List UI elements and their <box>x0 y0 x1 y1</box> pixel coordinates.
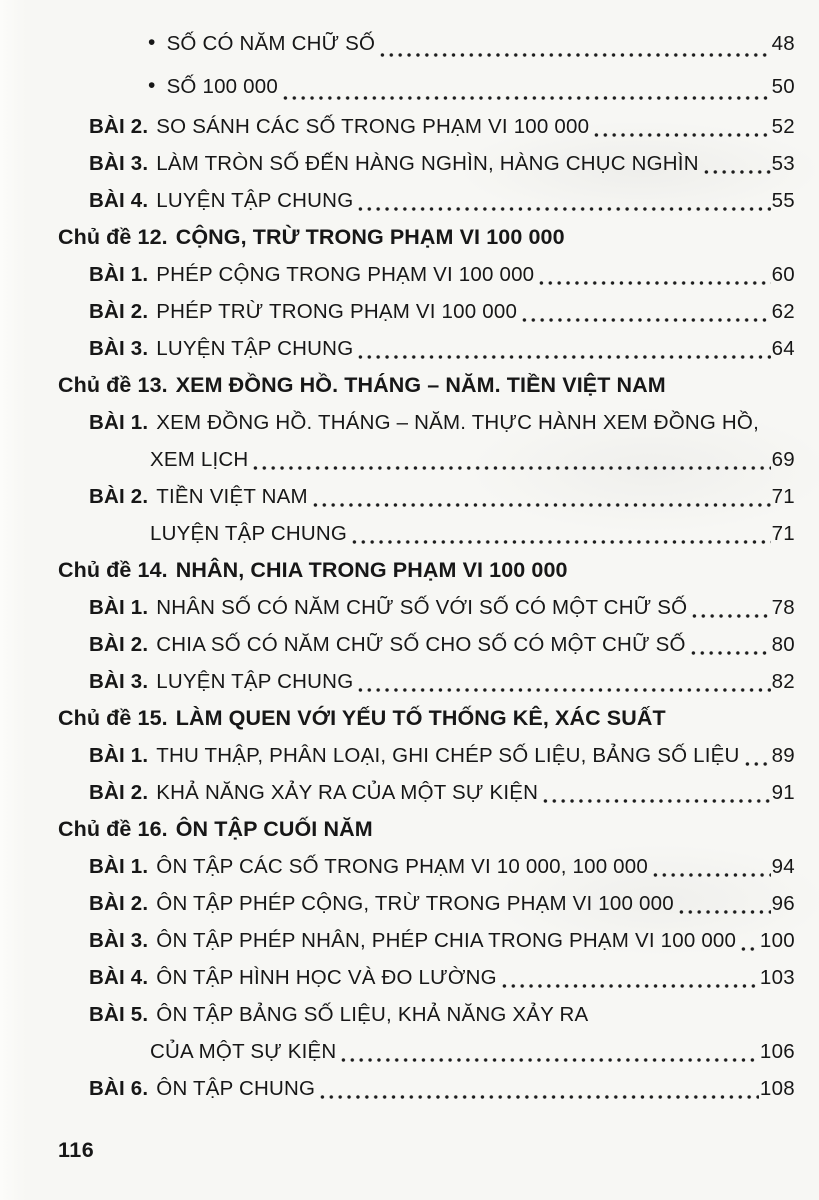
entry-label: BÀI 2. <box>89 780 149 804</box>
bullet-icon: • <box>148 31 156 54</box>
dotted-leader <box>702 145 771 182</box>
entry-label: BÀI 2. <box>89 299 149 323</box>
toc-lesson-item <box>0 848 795 885</box>
toc-chapter-heading <box>0 700 795 737</box>
toc-continuation-item <box>0 441 795 478</box>
toc-list <box>0 22 795 1107</box>
toc-lesson-item <box>0 145 795 182</box>
dotted-leader <box>690 589 770 626</box>
toc-lesson-item <box>0 996 795 1033</box>
entry-title: KHẢ NĂNG XẢY RA CỦA MỘT SỰ KIỆN <box>156 780 539 804</box>
entry-label: BÀI 2. <box>89 632 149 656</box>
entry-title: XEM ĐỒNG HỒ. THÁNG – NĂM. TIỀN VIỆT NAM <box>175 373 666 397</box>
toc-lesson-item <box>0 293 795 330</box>
dotted-leader <box>592 108 770 145</box>
entry-title: ÔN TẬP BẢNG SỐ LIỆU, KHẢ NĂNG XẢY RA <box>156 1002 589 1026</box>
dotted-leader <box>281 65 771 108</box>
entry-title: CHIA SỐ CÓ NĂM CHỮ SỐ CHO SỐ CÓ MỘT CHỮ SỐ <box>156 632 686 656</box>
toc-lesson-item <box>0 589 795 626</box>
entry-title: LUYỆN TẬP CHUNG <box>150 521 348 545</box>
entry-title: LUYỆN TẬP CHUNG <box>156 188 354 212</box>
dotted-leader <box>500 959 759 996</box>
toc-bullet-item <box>0 22 795 65</box>
entry-page-number: 80 <box>771 632 795 656</box>
entry-page-number: 60 <box>771 262 795 286</box>
entry-title: SO SÁNH CÁC SỐ TRONG PHẠM VI 100 000 <box>156 114 590 138</box>
entry-title: SỐ CÓ NĂM CHỮ SỐ <box>166 31 376 55</box>
toc-continuation-item <box>0 1033 795 1070</box>
entry-page-number: 89 <box>771 743 795 767</box>
entry-label: BÀI 2. <box>89 484 149 508</box>
toc-lesson-item <box>0 404 795 441</box>
toc-bullet-item <box>0 65 795 108</box>
toc-lesson-item <box>0 885 795 922</box>
dotted-leader <box>378 22 770 65</box>
dotted-leader <box>541 774 771 811</box>
entry-label: BÀI 3. <box>89 928 149 952</box>
entry-label: BÀI 4. <box>89 188 149 212</box>
entry-title: ÔN TẬP CHUNG <box>156 1076 316 1100</box>
entry-page-number: 71 <box>771 521 795 545</box>
bullet-icon: • <box>148 74 156 97</box>
dotted-leader <box>689 626 771 663</box>
entry-page-number: 50 <box>771 74 795 98</box>
dotted-leader <box>651 848 771 885</box>
entry-label: BÀI 2. <box>89 891 149 915</box>
entry-label: BÀI 3. <box>89 336 149 360</box>
entry-label: Chủ đề 13. <box>58 373 168 397</box>
entry-title: ÔN TẬP PHÉP NHÂN, PHÉP CHIA TRONG PHẠM VI 100 000 <box>156 928 737 952</box>
entry-page-number: 71 <box>771 484 795 508</box>
entry-label: BÀI 1. <box>89 595 149 619</box>
entry-page-number: 94 <box>771 854 795 878</box>
toc-lesson-item <box>0 478 795 515</box>
toc-lesson-item <box>0 737 795 774</box>
entry-title: LUYỆN TẬP CHUNG <box>156 669 354 693</box>
dotted-leader <box>251 441 770 478</box>
dotted-leader <box>339 1033 758 1070</box>
entry-title: PHÉP TRỪ TRONG PHẠM VI 100 000 <box>156 299 518 323</box>
toc-lesson-item <box>0 774 795 811</box>
entry-label: Chủ đề 15. <box>58 706 168 730</box>
entry-title: THU THẬP, PHÂN LOẠI, GHI CHÉP SỐ LIỆU, BẢNG SỐ LIỆU <box>156 743 740 767</box>
entry-page-number: 62 <box>771 299 795 323</box>
dotted-leader <box>318 1070 759 1107</box>
dotted-leader <box>520 293 771 330</box>
entry-page-number: 96 <box>771 891 795 915</box>
entry-title: ÔN TẬP CÁC SỐ TRONG PHẠM VI 10 000, 100 000 <box>156 854 648 878</box>
entry-label: BÀI 5. <box>89 1002 149 1026</box>
entry-title: SỐ 100 000 <box>166 74 278 98</box>
entry-label: BÀI 1. <box>89 262 149 286</box>
entry-label: Chủ đề 16. <box>58 817 168 841</box>
toc-continuation-item <box>0 515 795 552</box>
entry-label: BÀI 1. <box>89 854 149 878</box>
toc-lesson-item <box>0 922 795 959</box>
entry-label: BÀI 1. <box>89 410 149 434</box>
entry-page-number: 52 <box>771 114 795 138</box>
entry-page-number: 78 <box>771 595 795 619</box>
dotted-leader <box>356 663 770 700</box>
dotted-leader <box>743 737 771 774</box>
toc-lesson-item <box>0 1070 795 1107</box>
entry-title: ÔN TẬP HÌNH HỌC VÀ ĐO LƯỜNG <box>156 965 497 989</box>
entry-title: XEM LỊCH <box>150 447 249 471</box>
entry-title: LÀM QUEN VỚI YẾU TỐ THỐNG KÊ, XÁC SUẤT <box>175 706 666 730</box>
entry-title: PHÉP CỘNG TRONG PHẠM VI 100 000 <box>156 262 535 286</box>
dotted-leader <box>537 256 770 293</box>
entry-title: CỘNG, TRỪ TRONG PHẠM VI 100 000 <box>175 225 565 249</box>
toc-lesson-item <box>0 256 795 293</box>
entry-label: BÀI 3. <box>89 669 149 693</box>
toc-chapter-heading <box>0 219 795 256</box>
entry-label: Chủ đề 14. <box>58 558 168 582</box>
entry-title: NHÂN SỐ CÓ NĂM CHỮ SỐ VỚI SỐ CÓ MỘT CHỮ SỐ <box>156 595 688 619</box>
toc-chapter-heading <box>0 552 795 589</box>
toc-lesson-item <box>0 182 795 219</box>
entry-title: TIỀN VIỆT NAM <box>156 484 308 508</box>
entry-page-number: 100 <box>759 928 795 952</box>
entry-title: LUYỆN TẬP CHUNG <box>156 336 354 360</box>
entry-page-number: 64 <box>771 336 795 360</box>
entry-label: BÀI 6. <box>89 1076 149 1100</box>
entry-page-number: 108 <box>759 1076 795 1100</box>
entry-title: XEM ĐỒNG HỒ. THÁNG – NĂM. THỰC HÀNH XEM ĐỒNG HỒ, <box>156 410 759 434</box>
entry-page-number: 82 <box>771 669 795 693</box>
entry-title: LÀM TRÒN SỐ ĐẾN HÀNG NGHÌN, HÀNG CHỤC NGHÌN <box>156 151 699 175</box>
entry-page-number: 53 <box>771 151 795 175</box>
dotted-leader <box>350 515 771 552</box>
entry-label: BÀI 2. <box>89 114 149 138</box>
entry-label: BÀI 4. <box>89 965 149 989</box>
toc-lesson-item <box>0 626 795 663</box>
entry-page-number: 69 <box>771 447 795 471</box>
entry-title: NHÂN, CHIA TRONG PHẠM VI 100 000 <box>175 558 568 582</box>
toc-chapter-heading <box>0 367 795 404</box>
entry-title: CỦA MỘT SỰ KIỆN <box>150 1039 337 1063</box>
entry-page-number: 48 <box>771 31 795 55</box>
entry-title: ÔN TẬP PHÉP CỘNG, TRỪ TRONG PHẠM VI 100 000 <box>156 891 674 915</box>
entry-title: ÔN TẬP CUỐI NĂM <box>175 817 373 841</box>
entry-label: BÀI 3. <box>89 151 149 175</box>
entry-page-number: 91 <box>771 780 795 804</box>
toc-chapter-heading <box>0 811 795 848</box>
toc-lesson-item <box>0 959 795 996</box>
dotted-leader <box>311 478 771 515</box>
entry-label: BÀI 1. <box>89 743 149 767</box>
toc-lesson-item <box>0 108 795 145</box>
entry-page-number: 103 <box>759 965 795 989</box>
dotted-leader <box>739 922 759 959</box>
entry-page-number: 55 <box>771 188 795 212</box>
entry-page-number: 106 <box>759 1039 795 1063</box>
dotted-leader <box>677 885 771 922</box>
toc-lesson-item <box>0 330 795 367</box>
toc-lesson-item <box>0 663 795 700</box>
dotted-leader <box>356 182 770 219</box>
entry-label: Chủ đề 12. <box>58 225 168 249</box>
dotted-leader <box>356 330 770 367</box>
folio-page-number: 116 <box>58 1138 95 1162</box>
